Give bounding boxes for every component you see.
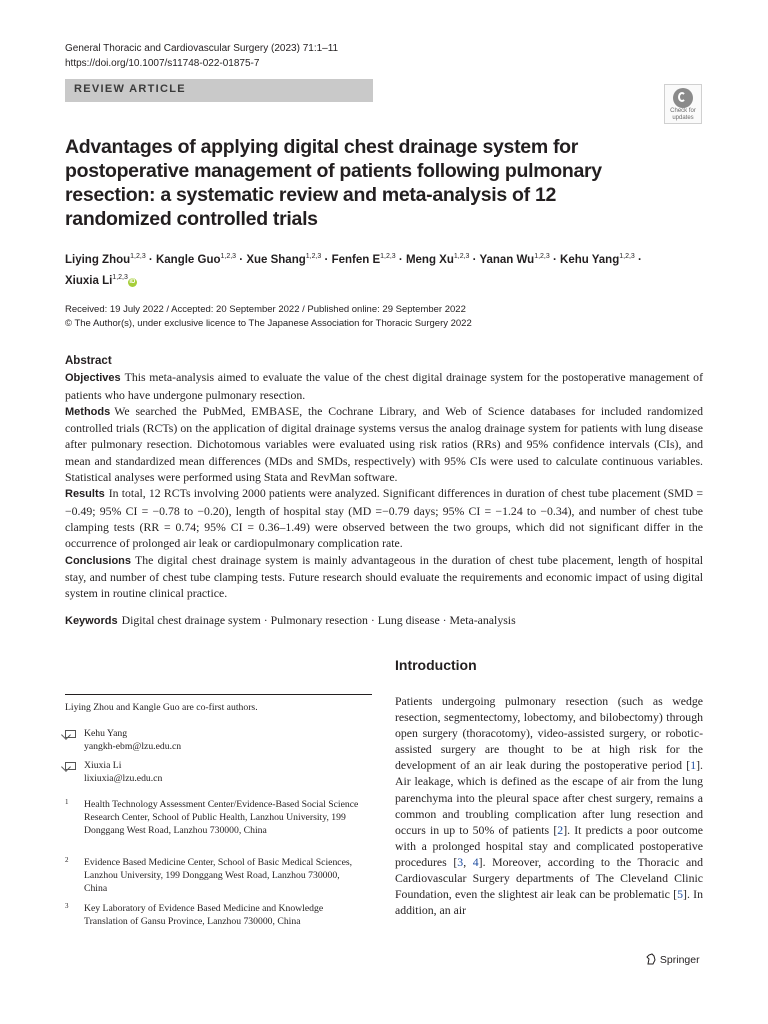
author-name[interactable]: Kehu Yang (560, 254, 620, 266)
author-affiliation-marker: 1,2,3 (305, 253, 322, 260)
doi-link[interactable]: https://doi.org/10.1007/s11748-022-01875-7 (65, 58, 260, 69)
citation-link[interactable]: 5 (677, 887, 683, 902)
objectives-text: This meta-analysis aimed to evaluate the value of the chest digital drainage system for the postoperative management of patients who have undergone pulmonary resection. (65, 370, 703, 402)
corresponding-author (65, 727, 365, 753)
author-separator: · (321, 254, 332, 266)
author-name[interactable]: Meng Xu (405, 254, 454, 266)
envelope-icon (65, 762, 76, 770)
cofirst-author-note: Liying Zhou and Kangle Guo are co-first authors. (65, 702, 258, 713)
springer-horse-icon (645, 953, 657, 965)
corresponding-author-name: Kehu Yang (84, 728, 128, 739)
affiliation (65, 856, 365, 895)
author-affiliation-marker: 1,2,3 (453, 253, 470, 260)
citation-link[interactable]: 1 (690, 758, 697, 773)
copyright-notice: © The Author(s), under exclusive licence to The Japanese Association for Thoracic Surgery 2022 (65, 318, 472, 329)
corresponding-author-email[interactable]: lixiuxia@lzu.edu.cn (84, 773, 163, 784)
citation-link[interactable]: 2 (557, 822, 564, 837)
author-separator: · (549, 254, 561, 266)
author-name[interactable]: Kangle Guo (155, 254, 221, 266)
abstract-results (65, 485, 703, 551)
abstract-conclusions (65, 552, 703, 602)
article-type-label: REVIEW ARTICLE (74, 83, 186, 95)
corresponding-author-name: Xiuxia Li (84, 760, 122, 771)
keywords-label: Keywords (65, 615, 118, 627)
author-name[interactable]: Xiuxia Li (65, 275, 113, 287)
affiliation (65, 902, 365, 928)
methods-label: Methods (65, 405, 111, 418)
abstract-section (65, 353, 703, 601)
author-affiliation-marker: 1,2,3 (534, 253, 550, 260)
affiliation-number: 3 (65, 902, 69, 910)
affiliation-text: Evidence Based Medicine Center, School of Basic Medical Sciences, Lanzhou University, 199 Donggang West Road, Lanzhou 730000, China (84, 857, 353, 894)
objectives-label: Objectives (65, 372, 121, 385)
methods-text: We searched the PubMed, EMBASE, the Cochrane Library, and Web of Science databases for included randomized controlled trials (RCTs) on the application of digital drainage systems versus the analog drainage system for patients with lung disease after pulmonary resection. Dichotomous variables were evaluated using risk ratios (RRs) and 95% confidence intervals (CIs), and mean and standardized mean differences (MDs and SMDs, respectively) with 95% CIs were used to calculate continuous variables. Statistical analyses were performed using Stata and RevMan software. (65, 403, 703, 485)
author-affiliation-marker: 1,2,3 (130, 253, 146, 260)
intro-text: . Air leakage, which is defined as the escape of air from the lung parenchyma into the pleural space after chest surgery, remains a common and troubling complication after lung resection and occurs in up to 50% of patients (395, 758, 703, 837)
affiliation-number: 1 (65, 798, 69, 806)
author-separator: · (469, 254, 480, 266)
intro-text: . In addition, an air (395, 887, 703, 918)
author-separator: · (634, 254, 642, 266)
author-affiliation-marker: 1,2,3 (380, 253, 396, 260)
abstract-methods (65, 403, 703, 485)
corresponding-author-email[interactable]: yangkh-ebm@lzu.edu.cn (84, 741, 182, 752)
article-type-banner (65, 79, 373, 102)
abstract-objectives (65, 369, 703, 403)
conclusions-text: The digital chest drainage system is mainly advantageous in the duration of chest tube placement, length of hospital stay, and number of chest tube clamping tests. Future research should evaluate the requirements and economic impact of using digital system in routine clinical practice. (65, 552, 703, 601)
author-name[interactable]: Yanan Wu (479, 254, 535, 266)
author-list (65, 248, 685, 290)
keywords-section (65, 612, 703, 629)
author-name[interactable]: Fenfen E (331, 254, 381, 266)
author-name[interactable]: Xue Shang (246, 254, 306, 266)
author-affiliation-marker: 1,2,3 (619, 253, 635, 260)
results-label: Results (65, 488, 105, 501)
check-updates-text-1: Check for (670, 108, 696, 114)
conclusions-label: Conclusions (65, 554, 132, 567)
author-affiliation-marker: 1,2,3 (112, 274, 128, 281)
author-name[interactable]: Liying Zhou (65, 254, 131, 266)
author-affiliation-marker: 1,2,3 (220, 253, 237, 260)
publisher-name: Springer (659, 954, 700, 966)
check-updates-text-2: updates (672, 115, 694, 121)
envelope-icon (65, 730, 76, 738)
affiliation-text: Key Laboratory of Evidence Based Medicine and Knowledge Translation of Gansu Province, Lanzhou 730000, China (84, 903, 324, 927)
intro-text: . Moreover, according to the Thoracic and Cardiovascular Surgery departments of The Cleveland Clinic Foundation, even the slightest air leak can be problematic (395, 854, 704, 902)
affiliation-number: 2 (65, 856, 69, 864)
introduction-heading: Introduction (395, 657, 477, 673)
citation-link[interactable]: 4 (472, 854, 479, 869)
received-accepted-dates: Received: 19 July 2022 / Accepted: 20 September 2022 / Published online: 29 September 2022 (65, 304, 466, 315)
footnote-divider (65, 694, 372, 695)
citation-link[interactable]: 3 (457, 854, 464, 869)
check-updates-icon (673, 88, 693, 108)
author-separator: · (395, 254, 406, 266)
affiliation-text: Health Technology Assessment Center/Evidence-Based Social Science Research Center, School of Public Health, Lanzhou University, 199 Donggang West Road, Lanzhou 730000, China (84, 799, 359, 836)
abstract-heading: Abstract (65, 355, 112, 367)
publication-history (65, 303, 472, 331)
affiliation (65, 798, 365, 837)
orcid-icon[interactable]: iD (129, 279, 136, 285)
intro-text: Patients undergoing pulmonary resection (such as wedge resection, segmentectomy, lobectomy, and bilobectomy) through open surgery (thoracotomy), video-assisted surgery, or robotic-assisted surgery are thought to be at high risk for the development of an air leak during the postoperative period (395, 694, 703, 773)
corresponding-author (65, 759, 365, 785)
introduction-body: Patients undergoing pulmonary resection (such as wedge resection, segmentectomy, lobectomy, and bilobectomy) through open surgery (thoracotomy), video-assisted surgery, or robotic-assisted surgery are thought to be at high risk for the development of an air leak during the postoperative period [1]. Air leakage, which is defined as the escape of air from the lung parenchyma into the pleural space after chest surgery, remains a common and troubling complication after lung resection and occurs in up to 50% of patients [2]. It predicts a poor outcome with a prolonged hospital stay and complicated postoperative procedures [3, 4]. Moreover, according to the Thoracic and Cardiovascular Surgery departments of The Cleveland Clinic Foundation, even the slightest air leak can be problematic [5]. In addition, an air (395, 694, 704, 918)
keywords-text: Digital chest drainage system · Pulmonary resection · Lung disease · Meta-analysis (121, 613, 516, 627)
journal-reference: General Thoracic and Cardiovascular Surgery (2023) 71:1–11 (65, 43, 339, 54)
journal-citation (65, 41, 338, 71)
results-text: In total, 12 RCTs involving 2000 patients were analyzed. Significant differences in duration of chest tube placement (SMD = −0.49; 95% CI = −0.78 to −0.20), length of hospital stay (MD =−0.79 days; 95% CI = −1.24 to −0.34), and number of chest tube clamping tests (RR = 0.74; 95% CI = 0.36–1.49) were observed between the two groups, which did not significant differ in the occurrence of prolonged air leak or cardiopulmonary complication rate. (65, 486, 703, 551)
author-separator: · (236, 254, 247, 266)
intro-text: . It predicts a poor outcome with a prolonged hospital stay and complicated postoperative procedures (395, 822, 703, 869)
publisher-logo (645, 953, 700, 966)
author-separator: · (145, 254, 156, 266)
article-title: Advantages of applying digital chest drainage system for postoperative management of patients following pulmonary resection: a systematic review and meta-analysis of 12 randomized controlled trials (65, 136, 602, 230)
check-for-updates-badge[interactable] (664, 84, 702, 124)
